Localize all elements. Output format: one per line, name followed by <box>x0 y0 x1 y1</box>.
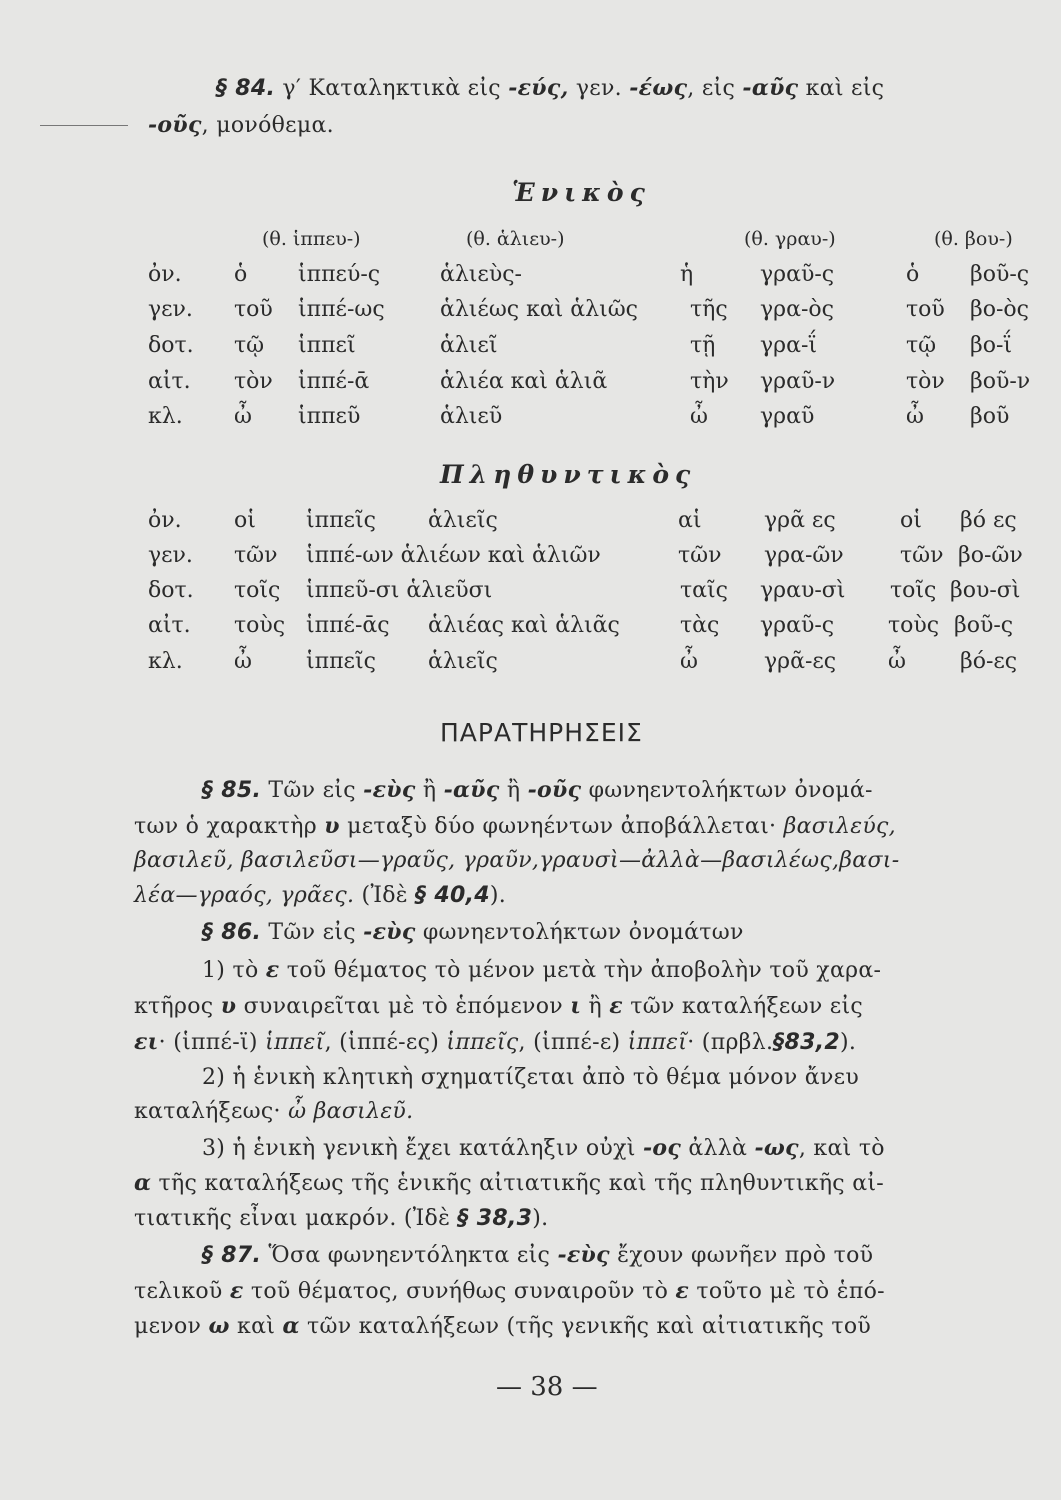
article: τῇ <box>690 333 716 358</box>
margin-rule <box>40 125 128 126</box>
case-label: γεν. <box>148 297 193 322</box>
para-87-line-2: τελικοῦ ε τοῦ θέματος, συνήθως συναιροῦν τὸ ε τοῦτο μὲ τὸ ἑπό- <box>134 1278 885 1304</box>
para-86-line-9: τιατικῆς εἶναι μακρόν. (Ἰδὲ § 38,3). <box>134 1206 549 1231</box>
article: τῶν <box>900 543 944 568</box>
para-84-line-2: -οῦς, μονόθεμα. <box>148 112 334 138</box>
form-bous: βό ες <box>960 508 1017 533</box>
para-85-line-4: λέα—γραός, γρᾶες. (Ἰδὲ § 40,4). <box>134 883 507 908</box>
form-hippeus: ἱππεῦ <box>298 404 361 429</box>
article: ὦ <box>234 649 252 674</box>
form-hippeus: ἱππεύ-ς <box>298 262 381 287</box>
form-bous: βοῦ-ς <box>970 262 1030 287</box>
form-bous: βου-σὶ <box>950 578 1021 603</box>
article: αἱ <box>678 508 702 533</box>
page-number: — 38 — <box>496 1372 598 1402</box>
form-bous: βό-ες <box>960 649 1018 674</box>
article: οἱ <box>234 508 256 533</box>
para-87-line-1: § 87. Ὅσα φωνηεντόληκτα εἰς -εὺς ἔχουν φωνῆεν πρὸ τοῦ <box>202 1242 874 1268</box>
form-graus: γραῦ-ς <box>760 262 835 287</box>
form-hippeus: ἱππεῖς <box>306 649 376 674</box>
article: ὦ <box>234 404 252 429</box>
stem-hippeu: (θ. ἱππευ-) <box>262 228 361 250</box>
stem-bou: (θ. βου-) <box>934 228 1013 250</box>
para-86-line-2: 1) τὸ ε τοῦ θέματος τὸ μένον μετὰ τὴν ἀποβολὴν τοῦ χαρα- <box>202 957 882 983</box>
para-86-line-8: α τῆς καταλήξεως τῆς ἑνικῆς αἰτιατικῆς καὶ τῆς πληθυντικῆς αἰ- <box>134 1170 885 1196</box>
form-bous: βο-ῶν <box>958 543 1023 568</box>
case-label: αἰτ. <box>148 369 191 394</box>
form-halieus: ἁλιεὺς- <box>440 262 522 287</box>
article: ὦ <box>690 404 708 429</box>
article: ὦ <box>906 404 924 429</box>
case-label: ὀν. <box>148 508 182 533</box>
case-label: αἰτ. <box>148 613 191 638</box>
article: τῷ <box>906 333 937 358</box>
article: ὁ <box>234 262 248 287</box>
article: τοὺς <box>888 613 940 638</box>
form-bous: βο-ΐ <box>970 333 1013 358</box>
form-graus: γραῦ <box>760 404 815 429</box>
para-87-line-3: μενον ω καὶ α τῶν καταλήξεων (τῆς γενικῆς καὶ αἰτιατικῆς τοῦ <box>134 1313 872 1339</box>
case-label: γεν. <box>148 543 193 568</box>
form-hippeus: ἱππέ-ᾱ <box>298 369 370 394</box>
para-86-line-3: κτῆρος υ συναιρεῖται μὲ τὸ ἑπόμενον ι ἢ ε τῶν καταλήξεων εἰς <box>134 993 864 1019</box>
form-graus: γραυ-σὶ <box>760 578 846 603</box>
form-bous: βοῦ <box>970 404 1010 429</box>
form-graus: γρα-ΐ <box>760 333 817 358</box>
form-hippeus: ἱππέ-ως <box>298 297 385 322</box>
form-halieus: ἁλιεῦ <box>440 404 503 429</box>
form-graus: γρᾶ ες <box>764 508 836 533</box>
article: τοῖς <box>234 578 281 603</box>
stem-grau: (θ. γραυ-) <box>744 228 836 250</box>
article: ὦ <box>888 649 906 674</box>
article: τὸν <box>906 369 945 394</box>
article: τῶν <box>678 543 722 568</box>
article: τὴν <box>690 369 729 394</box>
form-hippeus-halieus: ἱππέ-ων ἁλιέων καὶ ἁλιῶν <box>306 543 601 568</box>
para-85-line-2: των ὁ χαρακτὴρ υ μεταξὺ δύο φωνηέντων ἀποβάλλεται· βασιλεύς, <box>134 813 896 839</box>
case-label: κλ. <box>148 404 183 429</box>
para-84-line-1: § 84. γ′ Καταληκτικὰ εἰς -εύς, γεν. -έως, εἰς -αῦς καὶ εἰς <box>216 75 885 101</box>
case-label: δοτ. <box>148 578 194 603</box>
form-graus: γραῦ-ν <box>760 369 836 394</box>
form-halieus: ἁλιεῖ <box>440 333 498 358</box>
para-86-line-5: 2) ἡ ἑνικὴ κλητικὴ σχηματίζεται ἀπὸ τὸ θέμα μόνον ἄνευ <box>202 1065 860 1090</box>
form-hippeus-halieus: ἱππεῦ-σι ἁλιεῦσι <box>306 578 493 603</box>
case-label: δοτ. <box>148 333 194 358</box>
article: ἡ <box>680 262 694 287</box>
article: τὰς <box>680 613 720 638</box>
form-graus: γρα-ῶν <box>764 543 844 568</box>
article: ὦ <box>680 649 698 674</box>
observations-title: ΠΑΡΑΤΗΡΗΣΕΙΣ <box>440 718 643 747</box>
form-halieus: ἁλιέα καὶ ἁλιᾶ <box>440 369 608 394</box>
article: τοῦ <box>906 297 945 322</box>
article: ταῖς <box>680 578 728 603</box>
form-hippeus: ἱππεῖς <box>306 508 376 533</box>
form-bous: βοῦ-ς <box>954 613 1014 638</box>
para-86-line-6: καταλήξεως· ὦ βασιλεῦ. <box>134 1099 414 1124</box>
form-hippeus: ἱππέ-ᾱς <box>306 613 390 638</box>
form-bous: βοῦ-ν <box>970 369 1031 394</box>
form-halieus: ἁλιέως καὶ ἁλιῶς <box>440 297 638 322</box>
form-halieus: ἁλιεῖς <box>428 508 498 533</box>
article: οἱ <box>900 508 922 533</box>
article: τὸν <box>234 369 273 394</box>
case-label: κλ. <box>148 649 183 674</box>
form-halieus: ἁλιέας καὶ ἁλιᾶς <box>428 613 620 638</box>
article: τῆς <box>690 297 728 322</box>
para-86-line-7: 3) ἡ ἑνικὴ γενικὴ ἔχει κατάληξιν οὐχὶ -ος ἀλλὰ -ως, καὶ τὸ <box>202 1135 885 1161</box>
article: τῶν <box>234 543 278 568</box>
article: τῷ <box>234 333 265 358</box>
form-graus: γρᾶ-ες <box>764 649 837 674</box>
form-hippeus: ἱππεῖ <box>298 333 356 358</box>
stem-halieu: (θ. ἁλιευ-) <box>466 228 565 250</box>
form-graus: γρα-ὸς <box>760 297 834 322</box>
article: τοῦ <box>234 297 273 322</box>
plural-heading: Πληθυντικὸς <box>440 460 697 489</box>
para-86-line-4: ει· (ἱππέ-ϊ) ἱππεῖ, (ἱππέ-ες) ἱππεῖς, (ἱππέ-ε) ἱππεῖ· (πρβλ.§83,2). <box>134 1029 857 1055</box>
case-label: ὀν. <box>148 262 182 287</box>
article: τοῖς <box>890 578 937 603</box>
form-graus: γραῦ-ς <box>760 613 835 638</box>
form-bous: βο-ὸς <box>970 297 1029 322</box>
form-halieus: ἁλιεῖς <box>428 649 498 674</box>
article: ὁ <box>906 262 920 287</box>
para-85-line-1: § 85. Τῶν εἰς -εὺς ἢ -αῦς ἢ -οῦς φωνηεντολήκτων ὀνομά- <box>202 777 873 803</box>
singular-heading: Ἑνικὸς <box>512 178 651 207</box>
para-85-line-3: βασιλεῦ, βασιλεῦσι—γραῦς, γραῦν,γραυσὶ—ἀλλὰ—βασιλέως,βασι- <box>134 848 900 873</box>
para-86-line-1: § 86. Τῶν εἰς -εὺς φωνηεντολήκτων ὀνομάτων <box>202 919 744 945</box>
article: τοὺς <box>234 613 286 638</box>
